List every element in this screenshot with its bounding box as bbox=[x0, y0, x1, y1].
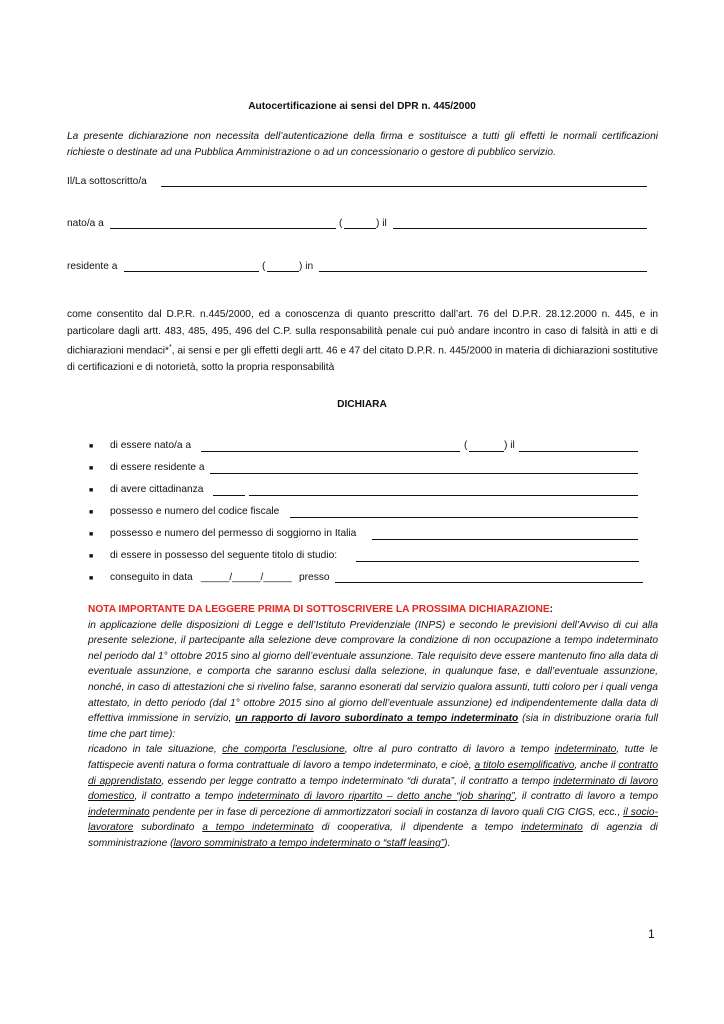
nota-p2f: a titolo esemplificativo bbox=[474, 759, 575, 771]
sottoscritto-input-line[interactable] bbox=[161, 186, 647, 187]
intro-paragraph: La presente dichiarazione non necessita dell’autenticazione della firma e sostituisce a tutti gli effetti le normali certificazioni richieste o destinate ad una Pubblica Amministrazione o ad un concessionario o gestore di pubblico servizio. bbox=[67, 131, 658, 158]
consenso-footnote-sup: * bbox=[168, 344, 172, 351]
residente-indirizzo-line[interactable] bbox=[319, 271, 647, 272]
nota-p2p: il socio-lavoratore bbox=[88, 806, 658, 834]
nota-p2i: , essendo per legge contratto a tempo indeterminato “di durata”, il contratto a tempo bbox=[161, 775, 550, 787]
item-cittadinanza-short-line[interactable] bbox=[213, 495, 245, 496]
consenso-footnote-mark: * bbox=[164, 345, 169, 357]
nota-p1b: un rapporto di lavoro subordinato a tempo indeterminato bbox=[235, 713, 519, 725]
nato-prov-line[interactable] bbox=[344, 228, 376, 229]
item-residente-line[interactable] bbox=[210, 473, 638, 474]
consenso-text-2: , ai sensi e per gli effetti degli artt. 46 e 47 del citato D.P.R. n. 445/2000 in materia di dichiarazioni sostitutive di certificazioni e di notorietà, sotto la propria responsabilità bbox=[67, 345, 658, 373]
nota-p2u: di agenzia di somministrazione bbox=[88, 822, 658, 849]
item-nato-prov-close: ) il bbox=[504, 440, 515, 451]
nota-p2m: , il contratto di lavoro a tempo bbox=[514, 791, 658, 803]
residente-prov-open: ( bbox=[262, 261, 266, 272]
nota-p2q: subordinato bbox=[141, 822, 195, 834]
item-conseguito-label: conseguito in data bbox=[110, 572, 193, 583]
nato-data-line[interactable] bbox=[393, 228, 647, 229]
dichiara-heading: DICHIARA bbox=[337, 399, 387, 410]
bullet-icon: ■ bbox=[89, 487, 94, 494]
item-presso-label: presso bbox=[299, 572, 330, 583]
nota-colon: : bbox=[549, 604, 554, 615]
residente-label: residente a bbox=[67, 261, 118, 272]
nota-p1a: in applicazione delle disposizioni di Legge e dell’Istituto Previdenziale (INPS) e secondo le previsioni dell’Avviso di cui alla presente selezione, il partecipante alla selezione deve comprovare la condizione di non occupazione a tempo indeterminato nel periodo dal 1° ottobre 2015 sino al giorno dell’eventuale assunzione. Tale requisito deve essere mantenuto fino alla data di eventuale assunzione, e comporta che saranno esclusi dalla selezione, in qualunque fase, e dall’eventuale assunzione, nonché, in caso di attestazioni che si rivelino false, saranno esonerati dal servizio qualora assunti, tutti coloro per i quali venga attestato, in detto periodo (dal 1° ottobre 2015 sino al giorno dell’eventuale assunzione) ed indipendentemente dalla data di effettiva immissione in servizio, bbox=[88, 619, 658, 725]
nota-p2t: indeterminato bbox=[521, 822, 583, 834]
sottoscritto-label: Il/La sottoscritto/a bbox=[67, 176, 147, 187]
item-codice-fiscale-label: possesso e numero del codice fiscale bbox=[110, 506, 280, 517]
item-presso-line[interactable] bbox=[335, 582, 643, 583]
nato-label: nato/a a bbox=[67, 218, 104, 229]
item-nato-prov-line[interactable] bbox=[469, 451, 504, 452]
item-nato-data-line[interactable] bbox=[519, 451, 638, 452]
bullet-icon: ■ bbox=[89, 465, 94, 472]
item-nato-prov-open: ( bbox=[464, 440, 468, 451]
nota-p2c: , oltre al puro contratto di lavoro a tempo bbox=[344, 744, 550, 756]
nota-heading: NOTA IMPORTANTE DA LEGGERE PRIMA DI SOTTOSCRIVERE LA PROSSIMA DICHIARAZIONE bbox=[88, 604, 550, 615]
bullet-icon: ■ bbox=[89, 509, 94, 516]
nato-luogo-line[interactable] bbox=[110, 228, 336, 229]
item-permesso-label: possesso e numero del permesso di soggiorno in Italia bbox=[110, 528, 357, 539]
nota-p2e: , tutte le fattispecie aventi natura o forma contrattuale di lavoro a tempo indeterminato, e cioè, bbox=[88, 744, 658, 771]
residente-prov-close: ) in bbox=[299, 261, 314, 272]
nota-p2b: che comporta l’esclusione bbox=[222, 744, 345, 756]
bullet-icon: ■ bbox=[89, 575, 94, 582]
nato-prov-close: ) il bbox=[376, 218, 387, 229]
nota-p2w: ). bbox=[444, 837, 451, 849]
nota-p1c: (sia in distribuzione oraria full time che part time): bbox=[88, 713, 658, 740]
nota-p2n: indeterminato bbox=[88, 806, 150, 818]
nota-p2r: a tempo indeterminato bbox=[202, 822, 314, 834]
bullet-icon: ■ bbox=[89, 553, 94, 560]
nota-p2s: di cooperativa, il dipendente a tempo bbox=[321, 822, 514, 834]
nato-prov-open: ( bbox=[339, 218, 343, 229]
nota-importante bbox=[88, 602, 658, 852]
nota-p2j: indeterminato di lavoro domestico bbox=[88, 775, 658, 803]
bullet-icon: ■ bbox=[89, 531, 94, 538]
residente-prov-line[interactable] bbox=[267, 271, 299, 272]
consenso-paragraph bbox=[67, 307, 658, 376]
nota-p2o: pendente per in fase di percezione di ammortizzatori sociali in costanza di lavoro quali CIG CIGS, ecc., bbox=[152, 806, 621, 818]
item-titolo-studio-label: di essere in possesso del seguente titolo di studio: bbox=[110, 550, 338, 561]
item-nato-label: di essere nato/a a bbox=[110, 440, 191, 451]
residente-luogo-line[interactable] bbox=[124, 271, 259, 272]
nota-p2g: , anche il bbox=[574, 759, 616, 771]
item-cittadinanza-label: di avere cittadinanza bbox=[110, 484, 204, 495]
item-permesso-line[interactable] bbox=[372, 539, 638, 540]
item-nato-luogo-line[interactable] bbox=[201, 451, 460, 452]
item-titolo-studio-line[interactable] bbox=[356, 561, 639, 562]
item-conseguito-date[interactable]: _____/_____/_____ bbox=[201, 572, 292, 583]
item-residente-label: di essere residente a bbox=[110, 462, 205, 473]
nota-p2v: (lavoro somministrato a tempo indeterminato o “staff leasing” bbox=[170, 837, 445, 849]
bullet-icon: ■ bbox=[89, 443, 94, 450]
nota-p2k: , il contratto a tempo bbox=[134, 791, 234, 803]
item-codice-fiscale-line[interactable] bbox=[290, 517, 638, 518]
nota-p2l: indeterminato di lavoro ripartito – detto anche “job sharing” bbox=[237, 791, 515, 803]
nota-p2a: ricadono in tale situazione, bbox=[88, 744, 217, 756]
consenso-text-1: come consentito dal D.P.R. n.445/2000, ed a conoscenza di quanto prescritto dall’art. 76 del D.P.R. 28.12.2000 n. 445, e in particolare dagli artt. 483, 485, 495, 496 del C.P. sulla responsabilità penale cui può andare incontro in caso di falsità in atti e di dichiarazioni mendaci bbox=[67, 309, 658, 357]
nota-p2h: contratto di apprendistato bbox=[88, 759, 658, 787]
item-cittadinanza-line[interactable] bbox=[249, 495, 638, 496]
document-title: Autocertificazione ai sensi del DPR n. 445/2000 bbox=[248, 101, 476, 112]
nota-p2d: indeterminato bbox=[554, 744, 617, 756]
page-number: 1 bbox=[648, 927, 655, 941]
